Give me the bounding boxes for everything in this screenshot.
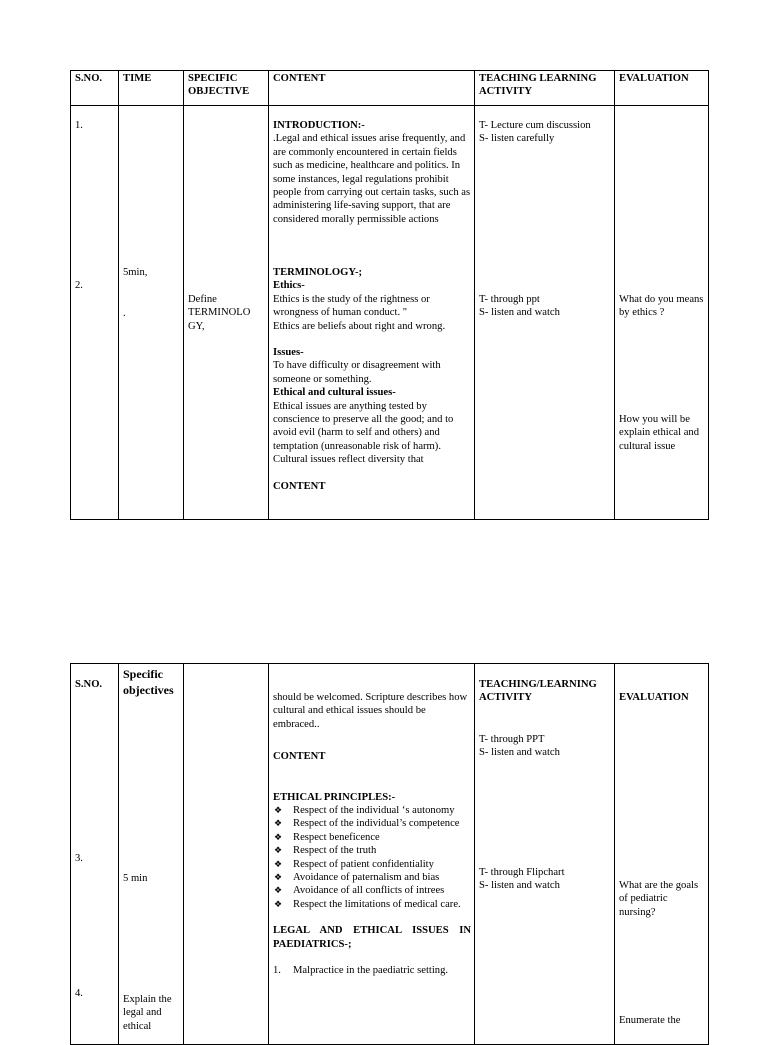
- row-number-3: 3.: [75, 853, 83, 864]
- legal-item-text: Malpractice in the paediatric setting.: [293, 965, 449, 977]
- activity-student: S- listen and watch: [479, 747, 560, 759]
- ethics-text-2: Ethics are beliefs about right and wrong.: [273, 320, 446, 332]
- terminology-title: TERMINOLOGY-;: [273, 267, 363, 278]
- activity-teacher: T- through ppt: [479, 294, 540, 305]
- table-row: [71, 106, 709, 520]
- terminology-block: [273, 266, 471, 493]
- time-value: 5 min: [123, 873, 148, 884]
- header-objective: Specific objectives: [123, 667, 174, 697]
- evaluation-question-2: Enumerate the: [619, 1015, 681, 1026]
- objective-text: Define TERMINOLO GY,: [188, 294, 251, 332]
- table-header-row: [71, 71, 709, 106]
- header-evaluation: EVALUATION: [619, 692, 689, 703]
- activity-student: S- listen and watch: [479, 307, 560, 319]
- header-sno: S.NO.: [75, 73, 103, 84]
- row-number-4: 4.: [75, 988, 83, 999]
- evaluation-question-1: What do you means by ethics ?: [619, 294, 704, 319]
- legal-item-number: 1.: [273, 965, 281, 977]
- objective-text: Explain the legal and ethical: [123, 994, 172, 1032]
- activity-teacher: T- through PPT: [479, 734, 545, 745]
- lesson-plan-table-2: [70, 663, 709, 1045]
- list-item: ❖ Respect of the individual ‘s autonomy: [273, 804, 471, 817]
- time-value: 5min,: [123, 267, 148, 278]
- content-label: CONTENT: [273, 751, 326, 763]
- list-item: ❖ Respect of patient confidentiality: [273, 858, 471, 871]
- table-row: [71, 664, 709, 1045]
- principles-title: ETHICAL PRINCIPLES:-: [273, 791, 396, 803]
- evaluation-question-1: What are the goals of pediatric nursing?: [619, 880, 699, 918]
- activity-teacher: T- Lecture cum discussion: [479, 120, 591, 131]
- evaluation-question-2: How you will be explain ethical and cultural issue: [619, 414, 700, 452]
- content-label: CONTENT: [273, 480, 326, 492]
- list-item: ❖ Avoidance of all conflicts of intrees: [273, 884, 471, 897]
- introduction-text: .Legal and ethical issues arise frequently, and are commonly encountered in certain fields such as medicine, healthcare and politics. In some instances, legal regulations prohibit people from carrying out certain tasks, such as administering life-saving support, that are considered morally permissible actions: [273, 133, 471, 225]
- header-activity: TEACHING LEARNING ACTIVITY: [479, 73, 597, 97]
- activity-flipchart: [479, 866, 565, 893]
- activity-lecture: [479, 119, 591, 146]
- header-activity: TEACHING/LEARNING ACTIVITY: [479, 679, 597, 703]
- content-block: [273, 119, 471, 226]
- time-dot: .: [123, 308, 126, 319]
- header-objective: SPECIFIC OBJECTIVE: [188, 73, 250, 97]
- header-evaluation: EVALUATION: [619, 73, 689, 84]
- content-continued: [273, 691, 471, 978]
- ethical-cultural-text: Ethical issues are anything tested by conscience to preserve all the good; and to avoid evil (harm to self and others) and temptation (unreasonable risk of harm). Cultural issues reflect diversity that: [273, 400, 454, 466]
- list-item: ❖ Respect the limitations of medical care.: [273, 898, 471, 911]
- activity-teacher: T- through Flipchart: [479, 867, 565, 878]
- header-content: CONTENT: [273, 73, 326, 84]
- legal-title: LEGAL AND ETHICAL ISSUES IN PAEDIATRICS-;: [273, 925, 471, 950]
- header-time: TIME: [123, 73, 152, 84]
- principles-list: [273, 804, 471, 911]
- header-sno: S.NO.: [75, 679, 103, 690]
- activity-student: S- listen and watch: [479, 880, 560, 892]
- issues-text: To have difficulty or disagreement with someone or something.: [273, 360, 441, 385]
- row-number-1: 1.: [75, 120, 83, 131]
- ethics-text: Ethics is the study of the rightness or wrongness of human conduct. ": [273, 293, 430, 319]
- issues-title: Issues-: [273, 347, 304, 359]
- list-item: ❖ Respect beneficence: [273, 831, 471, 844]
- list-item: ❖ Respect of the truth: [273, 844, 471, 857]
- legal-item-1: [273, 964, 471, 977]
- lesson-plan-table-1: [70, 70, 709, 520]
- continued-text: should be welcomed. Scripture describes how cultural and ethical issues should be embraced..: [273, 692, 468, 730]
- ethics-title: Ethics-: [273, 280, 305, 292]
- introduction-title: INTRODUCTION:-: [273, 120, 365, 131]
- activity-ppt: [479, 733, 560, 760]
- activity-student: S- listen carefully: [479, 133, 555, 145]
- row-number-2: 2.: [75, 280, 83, 291]
- activity-ppt: [479, 293, 560, 320]
- list-item: ❖ Respect of the individual’s competence: [273, 817, 471, 830]
- list-item: ❖ Avoidance of paternalism and bias: [273, 871, 471, 884]
- ethical-cultural-title: Ethical and cultural issues-: [273, 387, 396, 399]
